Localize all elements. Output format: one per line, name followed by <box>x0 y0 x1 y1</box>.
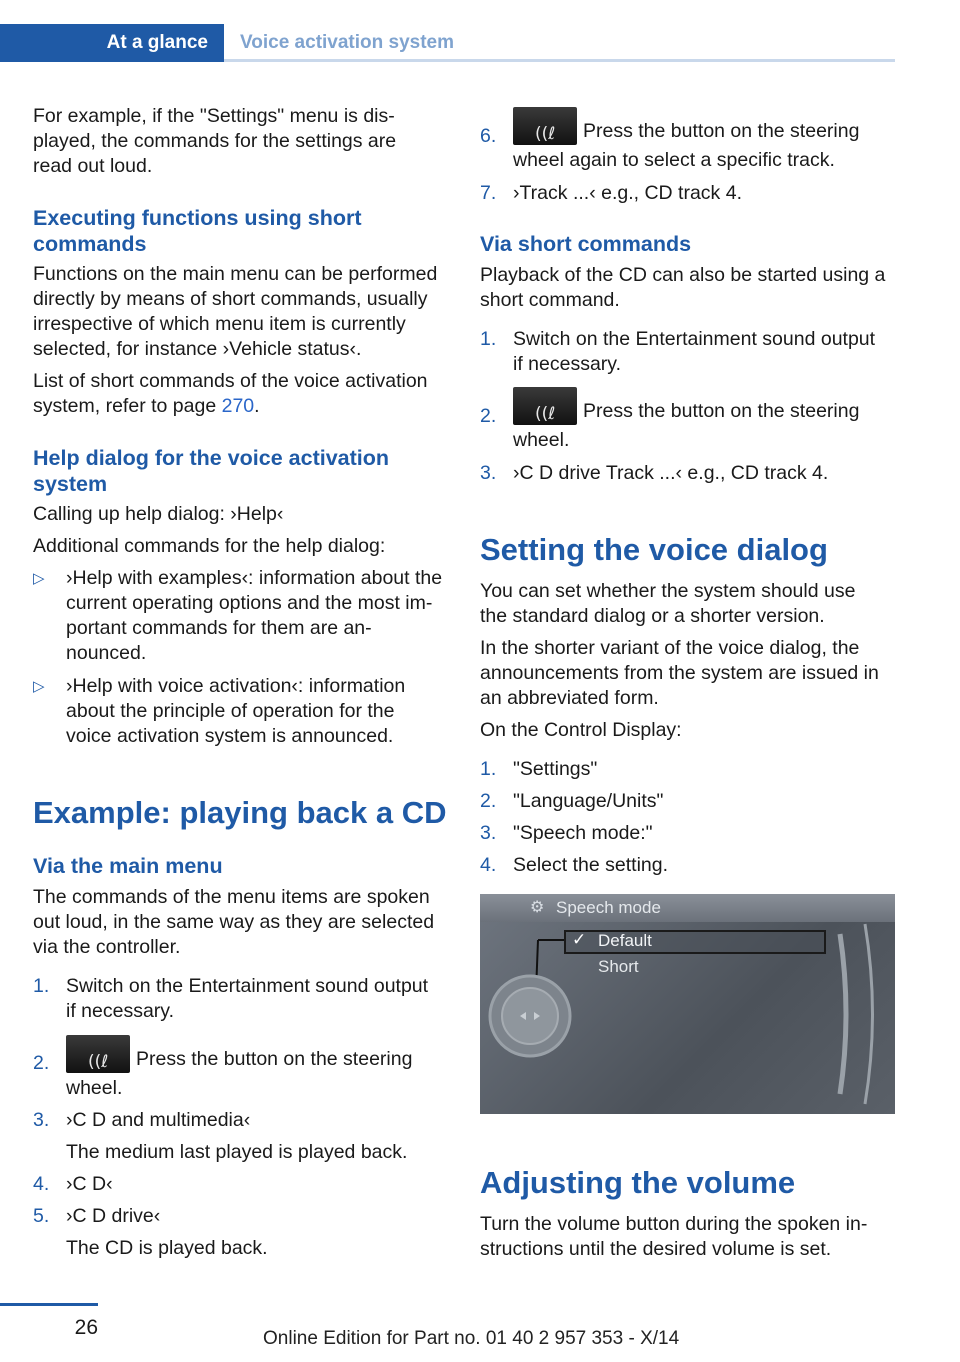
voice-p1-line-1: You can set whether the system should use <box>480 580 856 602</box>
screen-title: Speech mode <box>556 898 661 917</box>
page-number: 26 <box>74 1316 98 1339</box>
bullet-marker-1: ▷ <box>33 570 45 587</box>
s3-text: ›C D drive Track ...‹ e.g., CD track 4. <box>513 462 829 484</box>
step-number: 1. <box>33 975 50 997</box>
voice-command-icon: ((ℓ <box>513 107 577 145</box>
voice-p2-line-3: an abbreviated form. <box>480 687 659 709</box>
step3-line-2: The medium last played is played back. <box>66 1141 408 1163</box>
step6-line-1 <box>513 107 859 150</box>
short-p1-line-4: selected, for instance ›Vehicle status‹. <box>33 338 362 360</box>
section-tab-voice-activation: Voice activation system <box>240 32 455 53</box>
short-p1-line-2: directly by means of short commands, usually <box>33 288 428 310</box>
bullet1-line-1: ›Help with examples‹: information about the <box>66 567 443 589</box>
step1-line-2: if necessary. <box>66 1000 175 1022</box>
step-number: 2. <box>480 405 497 427</box>
controller-illustration <box>480 894 895 1114</box>
short-p2-line-2 <box>33 394 260 419</box>
settings-gear-icon: ⚙ <box>530 897 545 916</box>
step-number: 4. <box>480 854 497 876</box>
help-p2: Additional commands for the help dialog: <box>33 535 386 557</box>
voice-command-icon: ((ℓ <box>513 387 577 425</box>
bullet1-line-2: current operating options and the most im- <box>66 592 433 614</box>
bullet1-line-4: nounced. <box>66 642 147 664</box>
main-p-line-1: The commands of the menu items are spoken <box>33 886 430 908</box>
step-number: 2. <box>33 1052 50 1074</box>
voice-p1-line-2: the standard dialog or a shorter version. <box>480 605 825 627</box>
heading-adjusting-volume: Adjusting the volume <box>480 1165 796 1200</box>
option-short: Short <box>598 957 639 976</box>
step5-line-1: ›C D drive‹ <box>66 1205 161 1227</box>
step5-line-2: The CD is played back. <box>66 1237 268 1259</box>
section-tab-at-a-glance: At a glance <box>0 24 224 62</box>
s2-line-1 <box>513 387 859 430</box>
step3-line-1: ›C D and multimedia‹ <box>66 1109 251 1131</box>
heading-example-cd: Example: playing back a CD <box>33 795 447 830</box>
main-p-line-2: out loud, in the same way as they are selected <box>33 911 435 933</box>
heading-help-dialog-2: system <box>33 472 108 496</box>
list-item: Select the setting. <box>513 854 669 876</box>
step2-line-2: wheel. <box>66 1077 123 1099</box>
step2-text: Press the button on the steering <box>136 1048 413 1070</box>
checkmark-icon: ✓ <box>572 930 587 950</box>
step6-line-2: wheel again to select a specific track. <box>513 149 835 171</box>
list-item: "Settings" <box>513 758 598 780</box>
step-number: 3. <box>33 1109 50 1131</box>
header-bar <box>0 0 895 62</box>
page-link[interactable]: 270 <box>221 395 255 417</box>
step4-line-1: ›C D‹ <box>66 1173 113 1195</box>
s2-text: Press the button on the steering <box>583 400 860 422</box>
control-display-image <box>480 894 895 1114</box>
step-number: 4. <box>33 1173 50 1195</box>
step-number: 5. <box>33 1205 50 1227</box>
intro-line-2: played, the commands for the settings are <box>33 130 397 152</box>
volume-p-line-2: structions until the desired volume is set. <box>480 1238 832 1260</box>
s2-line-2: wheel. <box>513 429 570 451</box>
short-p1-line-3: irrespective of which menu item is currently <box>33 313 406 335</box>
step1-line-1: Switch on the Entertainment sound output <box>66 975 429 997</box>
footer-edition: Online Edition for Part no. 01 40 2 957 353 - X/14 <box>263 1328 680 1349</box>
short-p2-line-1: List of short commands of the voice activation <box>33 370 428 392</box>
bullet2-line-1: ›Help with voice activation‹: information <box>66 675 406 697</box>
heading-main-menu: Via the main menu <box>33 854 223 878</box>
step-number: 1. <box>480 758 497 780</box>
voice-p3: On the Control Display: <box>480 719 682 741</box>
heading-short-commands-1: Executing functions using short <box>33 206 362 230</box>
heading-help-dialog-1: Help dialog for the voice activation <box>33 446 390 470</box>
heading-setting-voice-dialog: Setting the voice dialog <box>480 532 828 567</box>
intro-line-3: read out loud. <box>33 155 153 177</box>
voice-command-icon: ((ℓ <box>66 1035 130 1073</box>
help-p1: Calling up help dialog: ›Help‹ <box>33 503 284 525</box>
short-p2-text: system, refer to page <box>33 395 222 417</box>
short-p-line-1: Playback of the CD can also be started using a <box>480 264 886 286</box>
bullet-marker-2: ▷ <box>33 678 45 695</box>
short-p-line-2: short command. <box>480 289 620 311</box>
bullet2-line-3: voice activation system is announced. <box>66 725 394 747</box>
s1-line-2: if necessary. <box>513 353 622 375</box>
short-p1-line-1: Functions on the main menu can be performed <box>33 263 438 285</box>
step-number: 1. <box>480 328 497 350</box>
voice-p2-line-2: announcements from the system are issued in <box>480 662 879 684</box>
short-p2-end: . <box>254 395 260 417</box>
step-number: 3. <box>480 462 497 484</box>
voice-p2-line-1: In the shorter variant of the voice dialog, the <box>480 637 860 659</box>
step-number: 7. <box>480 182 497 204</box>
intro-line-1: For example, if the "Settings" menu is dis- <box>33 105 395 127</box>
s1-line-1: Switch on the Entertainment sound output <box>513 328 876 350</box>
step2-line-1 <box>66 1035 412 1078</box>
step7-text: ›Track ...‹ e.g., CD track 4. <box>513 182 742 204</box>
heading-via-short-commands: Via short commands <box>480 232 692 256</box>
option-default: Default <box>598 931 652 950</box>
step-number: 6. <box>480 125 497 147</box>
bullet2-line-2: about the principle of operation for the <box>66 700 395 722</box>
main-p-line-3: via the controller. <box>33 936 181 958</box>
header-divider <box>224 59 895 62</box>
volume-p-line-1: Turn the volume button during the spoken in- <box>480 1213 868 1235</box>
bullet1-line-3: portant commands for them are an- <box>66 617 372 639</box>
footer-divider <box>0 1303 98 1306</box>
step-number: 2. <box>480 790 497 812</box>
step-number: 3. <box>480 822 497 844</box>
list-item: "Speech mode:" <box>513 822 653 844</box>
heading-short-commands-2: commands <box>33 232 147 256</box>
step6-text: Press the button on the steering <box>583 120 860 142</box>
list-item: "Language/Units" <box>513 790 664 812</box>
